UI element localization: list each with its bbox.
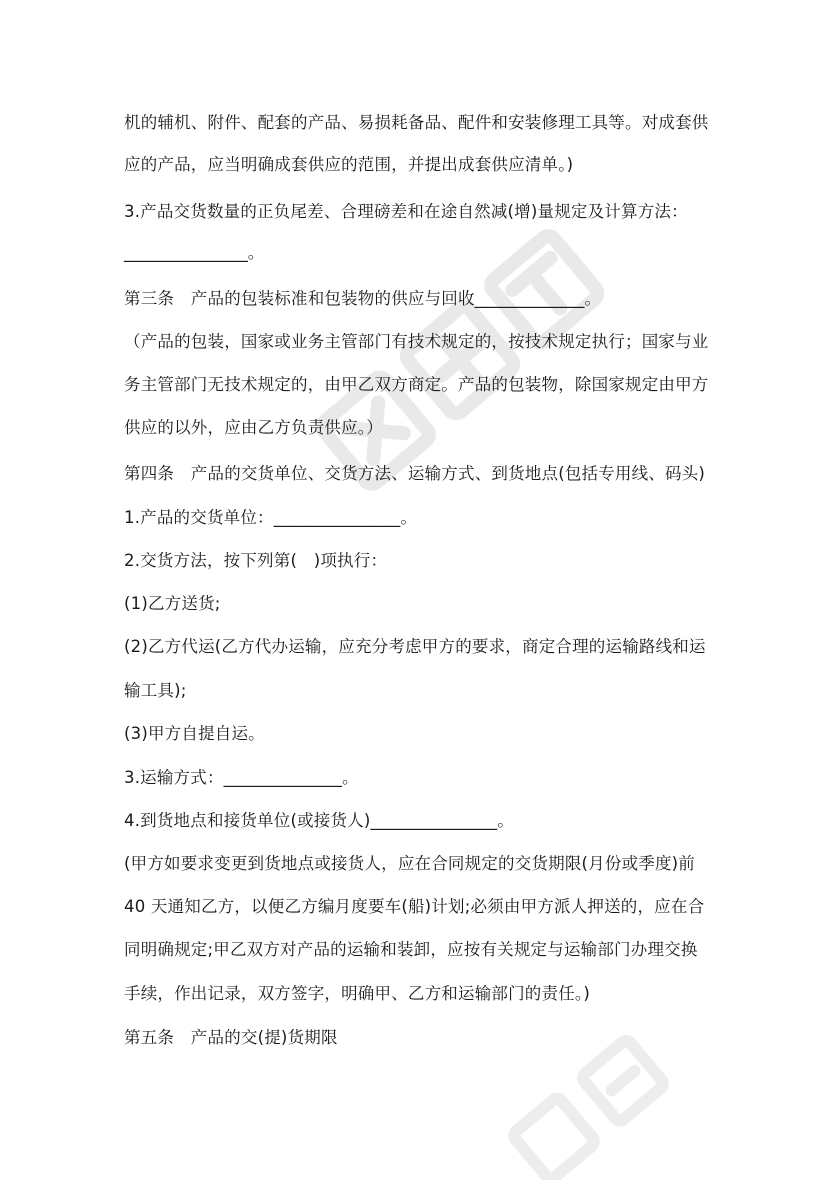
- paragraph-line: (1)乙方送货;: [124, 594, 221, 613]
- paragraph-line: (2)乙方代运(乙方代办运输，应充分考虑甲方的要求，商定合理的运输路线和运: [124, 637, 706, 656]
- paragraph-line: 2.交货方法，按下列第( )项执行：: [124, 551, 388, 570]
- article-four-heading: 第四条 产品的交货单位、交货方法、运输方式、到货地点(包括专用线、码头): [124, 464, 706, 483]
- paragraph-line: 手续，作出记录，双方签字，明确甲、乙方和运输部门的责任。): [124, 984, 590, 1003]
- paragraph-line: 务主管部门无技术规定的，由甲乙双方商定。产品的包装物，除国家规定由甲方: [124, 375, 709, 394]
- paragraph-line: 1.产品的交货单位：_______________。: [124, 508, 418, 527]
- paragraph-line: 供应的以外，应由乙方负责供应。）: [124, 418, 383, 437]
- paragraph-line: 输工具);: [124, 681, 187, 700]
- paragraph-line: 3.产品交货数量的正负尾差、合理磅差和在途自然减(增)量规定及计算方法：: [124, 202, 688, 221]
- paragraph-line: 40 天通知乙方，以便乙方编月度要车(船)计划;必须由甲方派人押送的，应在合: [124, 897, 705, 916]
- article-three-heading: 第三条 产品的包装标准和包装物的供应与回收_____________。: [124, 289, 602, 308]
- watermark-logo-bottom: [470, 1020, 730, 1180]
- paragraph-line: 同明确规定;甲乙双方对产品的运输和装卸，应按有关规定与运输部门办理交换: [124, 940, 698, 959]
- paragraph-line: （产品的包装，国家或业务主管部门有技术规定的，按技术规定执行；国家与业: [124, 332, 709, 351]
- article-five-heading: 第五条 产品的交(提)货期限: [124, 1028, 338, 1047]
- paragraph-line: 3.运输方式：______________。: [124, 768, 359, 787]
- paragraph-line: (甲方如要求变更到货地点或接货人，应在合同规定的交货期限(月份或季度)前: [124, 854, 696, 873]
- blank-field-line: _______________。: [124, 243, 265, 262]
- paragraph-line: 机的辅机、附件、配套的产品、易损耗备品、配件和安装修理工具等。对成套供: [124, 113, 709, 132]
- paragraph-line: 4.到货地点和接货单位(或接货人)_______________。: [124, 811, 514, 830]
- paragraph-line: (3)甲方自提自运。: [124, 724, 265, 743]
- paragraph-line: 应的产品，应当明确成套供应的范围，并提出成套供应清单。): [124, 155, 574, 174]
